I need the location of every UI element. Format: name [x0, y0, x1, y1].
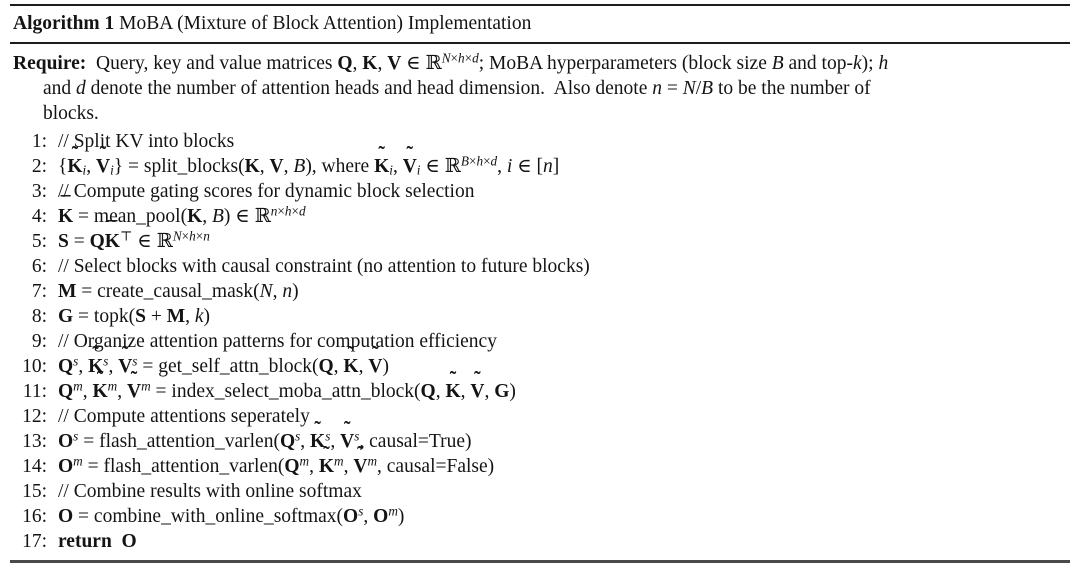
line-number: 6: [31, 256, 47, 277]
math-segment: ∈ ℝ [132, 231, 173, 252]
math-segment: Q [58, 381, 74, 402]
math-segment: h [189, 228, 196, 244]
math-segment: V ˜ [353, 454, 367, 479]
math-segment: , [435, 381, 446, 402]
math-segment: = [68, 231, 90, 252]
math-segment: Q [420, 381, 436, 402]
algo-line [10, 129, 1070, 154]
math-segment: , [283, 156, 294, 177]
math-segment: ⊤ [119, 228, 133, 244]
math-segment: O [121, 531, 137, 552]
math-segment: { [58, 156, 68, 177]
math-segment: m [334, 453, 344, 469]
math-segment: m [107, 378, 118, 394]
math-segment: = topk( [73, 306, 136, 327]
math-segment: = mean_pool( [73, 206, 188, 227]
math-segment: h [476, 153, 484, 169]
math-segment: M [58, 281, 77, 302]
math-segment: V ˜ [118, 354, 132, 379]
math-segment: // Combine results with online softmax [58, 481, 362, 502]
math-segment: s [103, 353, 109, 369]
math-segment: , [363, 506, 374, 527]
line-number: 16: [22, 506, 47, 527]
math-segment: i [389, 162, 393, 178]
math-segment: , [484, 381, 495, 402]
math-segment: m [141, 378, 151, 394]
math-segment: , [108, 356, 119, 377]
math-segment: ) [382, 356, 389, 377]
line-number: 2: [31, 156, 47, 177]
line-number: 1: [31, 131, 47, 152]
math-segment: // Compute gating scores for dynamic block selection [58, 181, 475, 202]
line-number: 15: [22, 481, 47, 502]
require-line [13, 51, 1070, 76]
line-content [58, 229, 1070, 254]
math-segment: s [358, 503, 364, 519]
math-segment: and top- [783, 53, 853, 74]
line-content [58, 279, 1070, 304]
math-segment: = get_self_attn_block( [137, 356, 319, 377]
math-segment: × [483, 153, 491, 169]
algorithm-box [0, 4, 1080, 563]
math-segment: m [299, 453, 310, 469]
require-line [13, 101, 1070, 126]
line-content [58, 379, 1070, 404]
math-segment: , [497, 156, 507, 177]
math-segment: // Organize attention patterns for computation efficiency [58, 331, 497, 352]
math-segment: = flash_attention_varlen( [82, 456, 285, 477]
algo-line [10, 229, 1070, 254]
math-segment: N [441, 50, 451, 66]
math-segment: , causal=False) [377, 456, 495, 477]
math-segment: // Split KV into blocks [58, 131, 235, 152]
math-segment: = index_select_moba_attn_block( [150, 381, 421, 402]
math-segment: , [78, 356, 89, 377]
math-segment: k [194, 306, 204, 327]
line-content [58, 504, 1070, 529]
math-segment: s [295, 428, 301, 444]
math-segment: i [82, 162, 87, 178]
math-segment: ] [552, 156, 560, 177]
math-segment: ) ∈ ℝ [223, 206, 271, 227]
math-segment: M [166, 306, 186, 327]
algo-line [10, 279, 1070, 304]
algo-line [10, 304, 1070, 329]
require-line [13, 76, 1070, 101]
document-page [0, 4, 1080, 578]
math-segment: K ¯ [58, 204, 73, 229]
math-segment: V [387, 53, 402, 74]
math-segment: Q [89, 231, 105, 252]
algorithm-lines [10, 126, 1070, 554]
math-segment: n [270, 203, 278, 219]
math-segment: , [309, 456, 319, 477]
math-segment: + [145, 306, 167, 327]
math-segment: B [211, 206, 224, 227]
math-segment: V ˜ [127, 379, 141, 404]
math-segment: G [494, 381, 510, 402]
algo-line [10, 329, 1070, 354]
math-segment: d [299, 203, 306, 219]
math-segment: h [458, 50, 465, 66]
line-number: 12: [22, 406, 47, 427]
line-content [58, 479, 1070, 504]
algorithm-name: MoBA (Mixture of Block Attention) Implementation [114, 13, 532, 34]
math-segment: , [343, 456, 354, 477]
math-segment: , [82, 381, 93, 402]
algo-line [10, 479, 1070, 504]
math-segment: ), where [305, 156, 375, 177]
math-segment: × [450, 50, 459, 66]
math-segment: × [291, 203, 300, 219]
math-segment: O [58, 431, 74, 452]
math-segment: ) [292, 281, 299, 302]
math-segment: blocks. [43, 103, 99, 124]
math-segment: d [472, 50, 479, 66]
math-segment: , [460, 381, 471, 402]
math-segment: K [187, 206, 203, 227]
math-segment [112, 531, 122, 552]
math-segment: s [73, 428, 79, 444]
math-segment: ) [203, 306, 211, 327]
math-segment: / [695, 78, 702, 99]
math-segment: denote the number of attention heads and head dimension. Also denote [85, 78, 653, 99]
line-content [58, 354, 1070, 379]
math-segment: n [203, 228, 210, 244]
math-segment: O [58, 456, 74, 477]
math-segment: // Compute attentions seperately [58, 406, 310, 427]
line-number: 3: [31, 181, 47, 202]
math-segment: d [490, 153, 498, 169]
math-segment: , [352, 53, 363, 74]
algo-line [10, 504, 1070, 529]
math-segment: ); [861, 53, 879, 74]
math-segment: , [86, 156, 96, 177]
math-segment: V ˜ [96, 154, 110, 179]
math-segment: , [330, 431, 341, 452]
math-segment: Query, key and value matrices [86, 53, 338, 74]
math-segment: K ˜ [67, 154, 82, 179]
math-segment: s [354, 428, 360, 444]
math-segment: V ˜ [340, 429, 354, 454]
math-segment: ; MoBA hyperparameters (block size [478, 53, 772, 74]
algo-line [10, 404, 1070, 429]
math-segment: V ˜ [368, 354, 382, 379]
math-segment: return [58, 531, 112, 552]
math-segment: , [185, 306, 195, 327]
math-segment: ∈ [ [512, 156, 544, 177]
line-number: 5: [31, 231, 47, 252]
algorithm-label: Algorithm 1 [13, 13, 115, 34]
math-segment: K ˜ [88, 354, 103, 379]
math-segment: K [244, 156, 260, 177]
math-segment: O [373, 506, 389, 527]
line-content [58, 154, 1070, 179]
math-segment: O [343, 506, 359, 527]
math-segment: , [202, 206, 212, 227]
algo-line [10, 254, 1070, 279]
math-segment: to be the number of [713, 78, 871, 99]
math-segment: i [506, 156, 513, 177]
math-segment: = [661, 78, 683, 99]
math-segment: = create_causal_mask( [76, 281, 260, 302]
line-number: 8: [31, 306, 47, 327]
math-segment: K ˜ [374, 154, 389, 179]
algo-line [10, 179, 1070, 204]
line-number: 14: [22, 456, 47, 477]
math-segment: , [259, 156, 270, 177]
math-segment: , [392, 156, 403, 177]
math-segment: S [58, 231, 69, 252]
require-block [10, 44, 1070, 126]
math-segment: S [135, 306, 146, 327]
math-segment: × [464, 50, 473, 66]
line-content [58, 429, 1070, 454]
line-content [58, 329, 1070, 354]
math-segment: N [172, 228, 182, 244]
math-segment: d [76, 78, 86, 99]
algo-line [10, 454, 1070, 479]
math-segment: n [543, 156, 553, 177]
math-segment: K ˜ [445, 379, 460, 404]
algo-line [10, 204, 1070, 229]
line-number: 13: [22, 431, 47, 452]
math-segment: h [284, 203, 292, 219]
line-number: 10: [22, 356, 47, 377]
line-number: 9: [31, 331, 47, 352]
math-segment: B [771, 53, 784, 74]
math-segment: ℝ [425, 53, 442, 74]
line-content [58, 254, 1070, 279]
math-segment: × [468, 153, 477, 169]
math-segment: V ˜ [403, 154, 417, 179]
line-content [58, 404, 1070, 429]
math-segment: s [73, 353, 79, 369]
math-segment: Q [318, 356, 334, 377]
math-segment: m [367, 453, 378, 469]
math-segment: m [388, 503, 398, 519]
line-content [58, 304, 1070, 329]
math-segment: O [58, 506, 74, 527]
math-segment: ) [397, 506, 405, 527]
line-number: 11: [22, 381, 47, 402]
math-segment: Q [58, 356, 74, 377]
math-segment: s [325, 428, 331, 444]
math-segment: K ˜ [343, 354, 358, 379]
math-segment: × [277, 203, 285, 219]
algo-line [10, 354, 1070, 379]
math-segment: ∈ ℝ [420, 156, 461, 177]
math-segment: K [362, 53, 378, 74]
math-segment: h [878, 53, 889, 74]
math-segment: × [181, 228, 190, 244]
math-segment: , [117, 381, 127, 402]
math-segment: Q [284, 456, 300, 477]
algo-line [10, 529, 1070, 554]
math-segment: } = split_blocks( [113, 156, 245, 177]
math-segment: = combine_with_online_softmax( [73, 506, 344, 527]
math-segment: B [293, 156, 306, 177]
math-segment: m [73, 453, 83, 469]
math-segment: V [269, 156, 284, 177]
line-content [58, 529, 1070, 554]
math-segment: , [358, 356, 369, 377]
line-number: 7: [31, 281, 47, 302]
algo-line [10, 379, 1070, 404]
line-content [58, 204, 1070, 229]
line-content [58, 179, 1070, 204]
math-segment: Q [279, 431, 296, 452]
math-segment: K ¯ [105, 229, 120, 254]
math-segment: = flash_attention_varlen( [78, 431, 280, 452]
math-segment: and [43, 78, 77, 99]
math-segment: B [460, 153, 469, 169]
math-segment: Require: [13, 53, 87, 74]
math-segment: B [701, 78, 714, 99]
math-segment: G [58, 306, 74, 327]
math-segment: m [73, 378, 83, 394]
math-segment: ∈ [401, 53, 426, 74]
math-segment: k [852, 53, 862, 74]
bottom-rule [10, 560, 1070, 563]
math-segment: N [682, 78, 696, 99]
math-segment: , [300, 431, 311, 452]
math-segment: , [272, 281, 283, 302]
math-segment: // Select blocks with causal constraint (no attention to future blocks) [58, 256, 590, 277]
math-segment: K ˜ [319, 454, 334, 479]
algo-line [10, 429, 1070, 454]
math-segment: i [110, 162, 114, 178]
math-segment: n [652, 78, 662, 99]
algo-line [10, 154, 1070, 179]
math-segment: V ˜ [470, 379, 484, 404]
algorithm-title [10, 6, 1070, 42]
math-segment: N [259, 281, 273, 302]
math-segment: , [377, 53, 388, 74]
line-number: 17: [22, 531, 47, 552]
math-segment: × [195, 228, 204, 244]
math-segment: i [416, 162, 421, 178]
math-segment: Q [337, 53, 353, 74]
line-content [58, 129, 1070, 154]
math-segment: , [333, 356, 344, 377]
math-segment: , causal=True) [359, 431, 472, 452]
math-segment: K ˜ [93, 379, 108, 404]
line-content [58, 454, 1070, 479]
line-number: 4: [31, 206, 47, 227]
math-segment: K ˜ [310, 429, 325, 454]
math-segment: n [282, 281, 293, 302]
math-segment: s [132, 353, 138, 369]
math-segment: ) [509, 381, 516, 402]
